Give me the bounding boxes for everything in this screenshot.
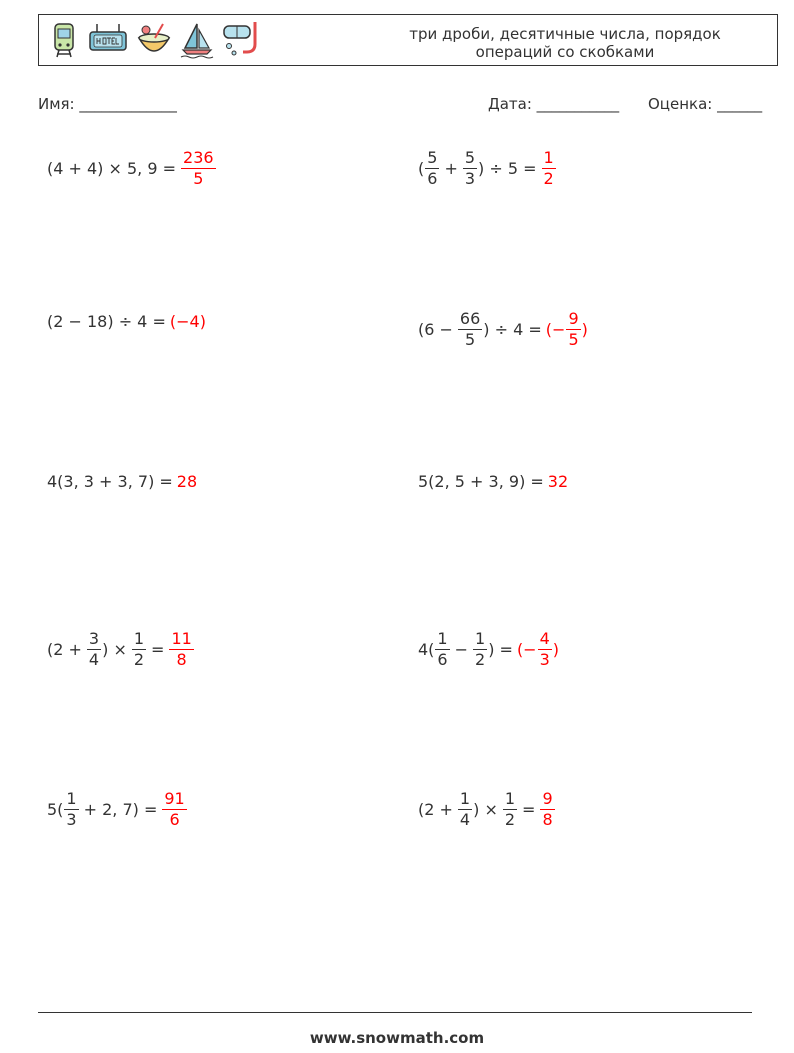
fraction-denominator: 3 — [464, 169, 476, 188]
answer-numerator: 9 — [542, 789, 553, 808]
problem-8-operator: − — [454, 640, 469, 659]
fraction-numerator: 1 — [133, 629, 145, 648]
answer-open-paren: (− — [516, 640, 537, 659]
title-line-1: три дроби, десятичные числа, порядок — [409, 25, 721, 43]
problem-5-expression: 4(3, 3 + 3, 7) = — [47, 472, 173, 491]
answer-numerator: 1 — [543, 148, 554, 167]
sailboat-icon — [179, 20, 215, 60]
snorkel-mask-icon — [221, 20, 261, 60]
problem-7-equals: = — [151, 640, 165, 659]
problem-9 — [47, 789, 188, 830]
title-line-2: операций со скобками — [475, 43, 655, 61]
problem-1-expression: (4 + 4) × 5, 9 = — [47, 159, 177, 178]
problem-7-answer — [168, 629, 194, 670]
footer-url[interactable]: www.snowmath.com — [309, 1029, 485, 1047]
problem-6-answer: 32 — [547, 472, 569, 491]
fraction-denominator: 6 — [427, 169, 438, 188]
tram-icon — [47, 20, 81, 60]
answer-numerator: 4 — [539, 629, 550, 648]
problem-9-answer — [161, 789, 187, 830]
answer-denominator: 6 — [169, 810, 180, 829]
fraction-denominator: 2 — [504, 810, 516, 829]
problem-9-open: 5( — [47, 800, 64, 819]
fraction-denominator: 5 — [465, 330, 476, 349]
problem-2-tail: ) ÷ 5 = — [478, 159, 537, 178]
answer-numerator: 11 — [171, 629, 192, 648]
fraction-denominator: 6 — [437, 650, 448, 669]
grade-field: Оценка: ______ — [648, 95, 763, 113]
problem-8 — [418, 629, 559, 670]
answer-close-paren: ) — [581, 320, 588, 339]
coconut-drink-icon — [135, 20, 173, 60]
problem-7-open: (2 + — [47, 640, 82, 659]
fraction-numerator: 1 — [437, 629, 448, 648]
problem-2 — [418, 148, 557, 189]
hotel-sign-icon — [87, 20, 129, 60]
answer-close-paren: ) — [552, 640, 560, 659]
worksheet-title — [375, 25, 755, 61]
answer-numerator: 91 — [164, 789, 185, 808]
answer-numerator: 9 — [568, 309, 579, 328]
fraction-numerator: 1 — [504, 789, 516, 808]
problem-6-expression: 5(2, 5 + 3, 9) = — [418, 472, 544, 491]
header-icons — [47, 18, 261, 62]
answer-denominator: 2 — [543, 169, 554, 188]
problem-1-answer — [180, 148, 217, 189]
problem-4-tail: ) ÷ 4 = — [483, 320, 542, 339]
problem-10 — [418, 789, 556, 830]
problem-4 — [418, 309, 588, 350]
problem-3-expression: (2 − 18) ÷ 4 = — [47, 312, 166, 331]
problem-2-open: ( — [418, 159, 425, 178]
fraction-denominator: 4 — [459, 810, 471, 829]
fraction-numerator: 5 — [427, 148, 438, 167]
problem-3 — [47, 312, 206, 331]
problem-7 — [47, 629, 195, 670]
fraction-numerator: 5 — [464, 148, 476, 167]
fraction-numerator: 1 — [66, 789, 77, 808]
answer-open-paren: (− — [545, 320, 566, 339]
date-field: Дата: ___________ — [488, 95, 620, 113]
fraction-denominator: 2 — [133, 650, 145, 669]
answer-denominator: 5 — [193, 169, 204, 188]
problem-4-open: (6 − — [418, 320, 453, 339]
answer-denominator: 3 — [539, 650, 550, 669]
answer-denominator: 8 — [176, 650, 187, 669]
fraction-numerator: 1 — [459, 789, 471, 808]
problem-8-answer — [517, 629, 559, 670]
problem-8-open: 4( — [418, 640, 435, 659]
problem-10-answer — [539, 789, 555, 830]
header-box — [38, 14, 778, 66]
fraction-numerator: 66 — [459, 309, 481, 328]
fraction-denominator: 3 — [66, 810, 77, 829]
problem-10-equals: = — [522, 800, 536, 819]
fraction-denominator: 4 — [88, 650, 100, 669]
problem-3-answer: (−4) — [169, 312, 206, 331]
fraction-numerator: 3 — [88, 629, 100, 648]
footer-divider — [38, 1012, 752, 1013]
problem-9-tail: + 2, 7) = — [83, 800, 158, 819]
problem-2-operator: + — [444, 159, 458, 178]
answer-denominator: 5 — [568, 330, 579, 349]
problem-4-answer — [546, 309, 588, 350]
fraction-denominator: 2 — [475, 650, 486, 669]
name-field: Имя: _____________ — [38, 95, 177, 113]
problem-5-answer: 28 — [176, 472, 198, 491]
problem-1 — [47, 148, 217, 189]
answer-numerator: 236 — [183, 148, 214, 167]
fraction-numerator: 1 — [475, 629, 486, 648]
problem-6 — [418, 472, 568, 491]
problem-7-operator: ) × — [102, 640, 127, 659]
problem-10-operator: ) × — [473, 800, 498, 819]
problem-2-answer — [541, 148, 557, 189]
problem-5 — [47, 472, 197, 491]
answer-denominator: 8 — [542, 810, 553, 829]
problem-8-tail: ) = — [488, 640, 513, 659]
problem-10-open: (2 + — [418, 800, 453, 819]
